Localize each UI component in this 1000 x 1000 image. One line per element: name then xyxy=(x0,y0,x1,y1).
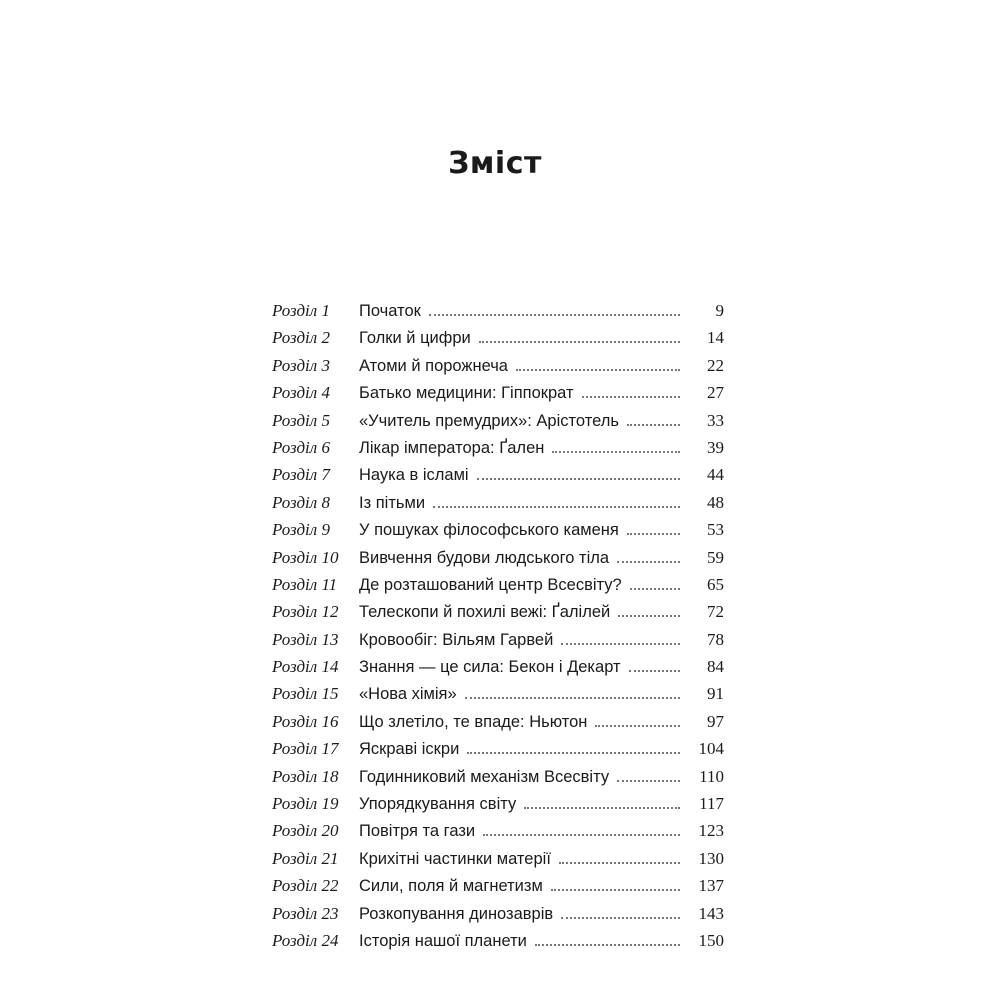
toc-entry xyxy=(272,817,724,844)
dot-leader xyxy=(483,834,680,836)
chapter-number: Розділ 14 xyxy=(272,657,339,677)
dot-leader xyxy=(629,670,680,672)
page-number: 65 xyxy=(707,574,724,594)
chapter-number: Розділ 11 xyxy=(272,574,338,594)
dot-leader xyxy=(516,369,680,371)
table-of-contents xyxy=(272,297,724,954)
chapter-title: Що злетіло, те впаде: Ньютон xyxy=(359,712,588,731)
toc-entry xyxy=(272,461,724,488)
chapter-number: Розділ 2 xyxy=(272,328,330,348)
page-number: 27 xyxy=(707,383,724,403)
chapter-number: Розділ 3 xyxy=(272,355,330,375)
dot-leader xyxy=(630,588,680,590)
chapter-title: Наука в ісламі xyxy=(359,466,469,485)
toc-entry xyxy=(272,845,724,872)
chapter-title: Початок xyxy=(359,302,421,320)
chapter-number: Розділ 17 xyxy=(272,739,339,759)
chapter-number: Розділ 8 xyxy=(272,492,330,512)
toc-entry xyxy=(272,763,724,790)
page-number: 33 xyxy=(707,410,724,430)
dot-leader xyxy=(429,314,680,316)
chapter-title: Кровообіг: Вільям Гарвей xyxy=(359,630,554,649)
dot-leader xyxy=(479,341,680,343)
dot-leader xyxy=(465,697,680,699)
dot-leader xyxy=(551,889,680,891)
toc-entry xyxy=(272,680,724,707)
chapter-number: Розділ 24 xyxy=(272,930,339,950)
chapter-title: Сили, поля й магнетизм xyxy=(359,877,543,896)
toc-entry xyxy=(272,324,724,351)
page-number: 117 xyxy=(699,794,724,814)
chapter-title: Вивчення будови людського тіла xyxy=(359,548,610,567)
dot-leader xyxy=(618,615,680,617)
toc-entry xyxy=(272,434,724,461)
page-number: 143 xyxy=(698,903,724,923)
chapter-title: «Учитель премудрих»: Арістотель xyxy=(359,411,619,430)
chapter-number: Розділ 19 xyxy=(272,794,339,814)
chapter-number: Розділ 10 xyxy=(272,547,339,567)
page-number: 137 xyxy=(698,876,724,896)
dot-leader xyxy=(433,506,680,508)
toc-entry xyxy=(272,516,724,543)
chapter-title: Історія нашої планети xyxy=(359,931,527,950)
chapter-title: Лікар імператора: Ґален xyxy=(359,438,545,457)
chapter-title: Знання — це сила: Бекон і Декарт xyxy=(359,658,621,677)
toc-entry xyxy=(272,297,724,324)
page-number: 84 xyxy=(707,657,724,677)
chapter-number: Розділ 5 xyxy=(272,410,330,430)
page-number: 9 xyxy=(715,301,724,320)
chapter-number: Розділ 16 xyxy=(272,711,339,731)
toc-entry xyxy=(272,598,724,625)
dot-leader xyxy=(561,643,680,645)
toc-entry xyxy=(272,407,724,434)
chapter-number: Розділ 20 xyxy=(272,821,339,841)
dot-leader xyxy=(477,478,680,480)
chapter-title: Телескопи й похилі вежі: Ґалілей xyxy=(359,603,611,622)
page-number: 44 xyxy=(707,465,724,485)
page-number: 150 xyxy=(698,930,724,950)
page-number: 59 xyxy=(707,547,724,567)
page-number: 48 xyxy=(707,492,724,512)
dot-leader xyxy=(535,944,680,946)
dot-leader xyxy=(627,424,680,426)
chapter-title: Де розташований центр Всесвіту? xyxy=(359,575,622,594)
dot-leader xyxy=(552,451,680,453)
chapter-title: У пошуках філософського каменя xyxy=(359,521,619,540)
toc-entry xyxy=(272,544,724,571)
chapter-title: Годинниковий механізм Всесвіту xyxy=(359,767,610,786)
chapter-title: Повітря та гази xyxy=(359,822,476,841)
dot-leader xyxy=(561,917,680,919)
chapter-title: Батько медицини: Гіппократ xyxy=(359,384,574,403)
toc-entry xyxy=(272,927,724,954)
toc-entry xyxy=(272,653,724,680)
toc-entry xyxy=(272,735,724,762)
chapter-title: Із пітьми xyxy=(359,493,426,512)
chapter-number: Розділ 9 xyxy=(272,520,330,540)
chapter-number: Розділ 7 xyxy=(272,465,330,485)
toc-entry xyxy=(272,900,724,927)
chapter-number: Розділ 21 xyxy=(272,848,339,868)
toc-entry xyxy=(272,708,724,735)
toc-entry xyxy=(272,571,724,598)
page-number: 110 xyxy=(699,766,724,786)
chapter-title: «Нова хімія» xyxy=(359,685,457,704)
chapter-number: Розділ 1 xyxy=(272,301,330,320)
chapter-title: Яскраві іскри xyxy=(359,740,460,759)
chapter-number: Розділ 6 xyxy=(272,437,330,457)
page-number: 39 xyxy=(707,437,724,457)
dot-leader xyxy=(617,780,680,782)
toc-entry xyxy=(272,626,724,653)
dot-leader xyxy=(467,752,680,754)
chapter-title: Крихітні частинки матерії xyxy=(359,849,551,868)
chapter-number: Розділ 23 xyxy=(272,903,339,923)
toc-entry xyxy=(272,489,724,516)
chapter-number: Розділ 18 xyxy=(272,766,339,786)
chapter-number: Розділ 4 xyxy=(272,383,330,403)
page-number: 72 xyxy=(707,602,724,622)
dot-leader xyxy=(582,396,680,398)
dot-leader xyxy=(617,561,680,563)
dot-leader xyxy=(595,725,680,727)
chapter-number: Розділ 15 xyxy=(272,684,339,704)
page-number: 97 xyxy=(707,711,724,731)
chapter-title: Розкопування динозаврів xyxy=(359,904,554,923)
toc-entry xyxy=(272,872,724,899)
chapter-number: Розділ 12 xyxy=(272,602,339,622)
page-number: 78 xyxy=(707,629,724,649)
page-number: 53 xyxy=(707,520,724,540)
page-number: 104 xyxy=(698,739,724,759)
page-number: 14 xyxy=(707,328,724,348)
page-number: 22 xyxy=(707,355,724,375)
page-number: 91 xyxy=(707,684,724,704)
dot-leader xyxy=(559,862,680,864)
chapter-number: Розділ 13 xyxy=(272,629,339,649)
chapter-number: Розділ 22 xyxy=(272,876,339,896)
chapter-title: Голки й цифри xyxy=(359,329,471,348)
dot-leader xyxy=(627,533,680,535)
toc-entry xyxy=(272,790,724,817)
chapter-title: Атоми й порожнеча xyxy=(359,356,508,375)
toc-entry xyxy=(272,379,724,406)
dot-leader xyxy=(524,807,680,809)
page-title: Зміст xyxy=(448,146,542,181)
page-number: 130 xyxy=(698,848,724,868)
toc-entry xyxy=(272,352,724,379)
chapter-title: Упорядкування світу xyxy=(359,795,517,814)
page-number: 123 xyxy=(698,821,724,841)
